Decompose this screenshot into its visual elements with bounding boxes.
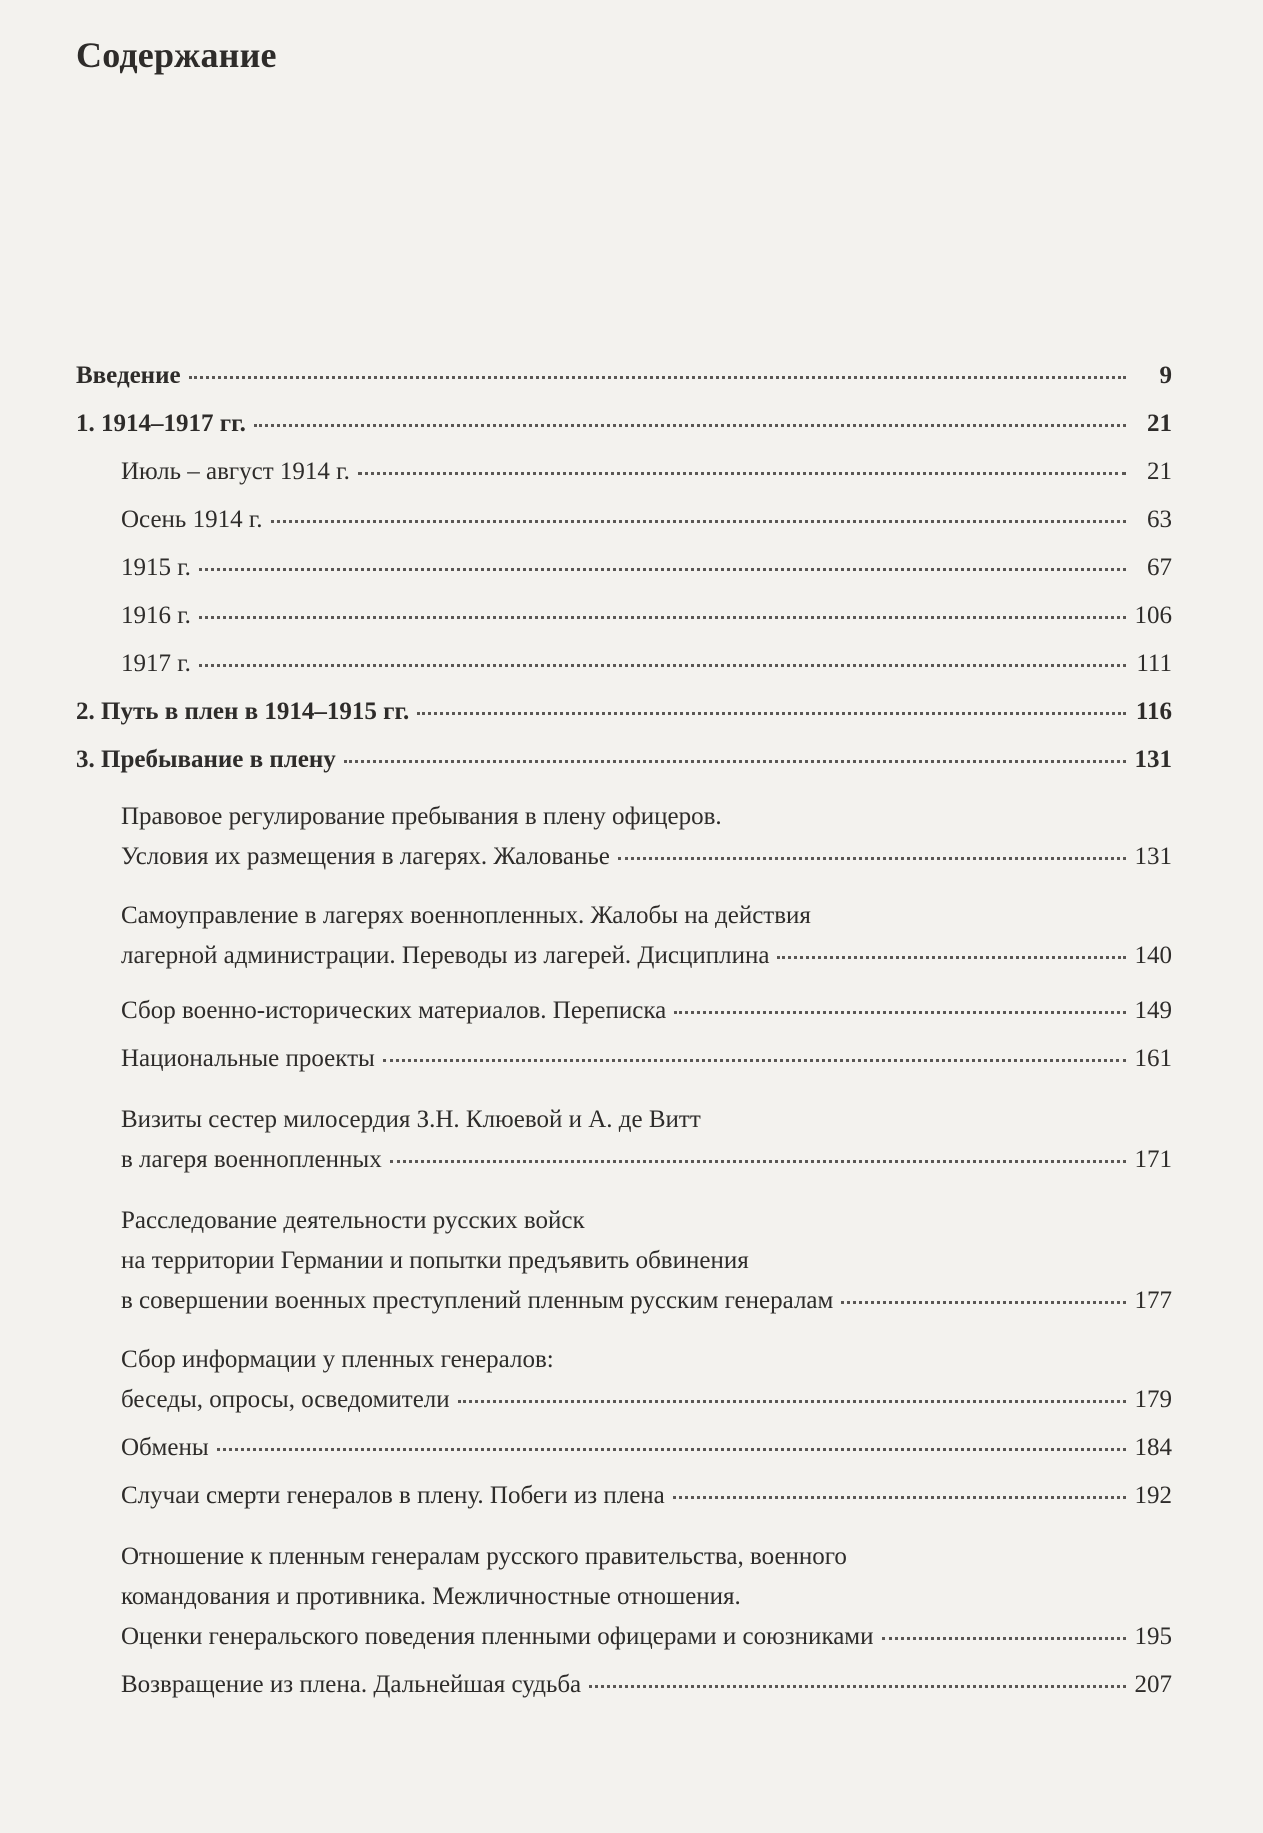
toc-entry-last-line [76,692,1172,732]
dot-leader [417,692,1126,715]
toc-page-number: 131 [1134,843,1172,870]
table-of-contents [76,356,1172,1705]
toc-entry-last-line [76,740,1172,780]
toc-entry [76,692,1172,732]
toc-page-number: 131 [1134,746,1172,773]
toc-page-number: 179 [1134,1386,1172,1413]
toc-entry-title-line: Осень 1914 г. [121,506,263,533]
toc-entry [76,1100,1172,1180]
toc-entry-last-line [121,837,1172,877]
toc-page-number: 195 [1134,1623,1172,1650]
toc-entry-title-line: 3. Пребывание в плену [76,746,336,773]
toc-entry-title-line: Сбор военно-исторических материалов. Переписка [121,997,667,1024]
toc-entry-last-line [121,1476,1172,1516]
toc-entry-title-line: командования и противника. Межличностные отношения. [121,1583,741,1610]
toc-page-number: 177 [1134,1287,1172,1314]
toc-entry-title-line: лагерной администрации. Переводы из лагерей. Дисциплина [121,942,770,969]
toc-entry-title-line: Правовое регулирование пребывания в плену офицеров. [121,803,722,830]
toc-entry-last-line [121,548,1172,588]
toc-page-number: 184 [1134,1434,1172,1461]
toc-entry-title-line: 2. Путь в плен в 1914–1915 гг. [76,698,410,725]
toc-page-number: 21 [1147,458,1172,485]
toc-entry [76,1201,1172,1321]
dot-leader [217,1428,1126,1451]
toc-page-number: 149 [1134,997,1172,1024]
toc-entry-title-line: беседы, опросы, осведомители [121,1386,450,1413]
toc-entry-title-line: 1. 1914–1917 гг. [76,410,246,437]
toc-entry [76,896,1172,976]
toc-page-number: 192 [1134,1482,1172,1509]
toc-entry-last-line [121,500,1172,540]
toc-entry [76,1340,1172,1420]
dot-leader [383,1039,1126,1062]
toc-page-number: 161 [1134,1045,1172,1072]
dot-leader [199,548,1126,571]
toc-page-number: 63 [1147,506,1172,533]
page-title: Содержание [76,35,277,75]
toc-page-number: 106 [1134,602,1172,629]
toc-page-number: 140 [1134,942,1172,969]
dot-leader [271,500,1126,523]
toc-entry-last-line [121,1665,1172,1705]
toc-entry [76,1665,1172,1705]
toc-entry-title-line: Оценки генеральского поведения пленными офицерами и союзниками [121,1623,874,1650]
dot-leader [199,644,1126,667]
toc-entry-last-line [121,452,1172,492]
toc-entry-title-line: Сбор информации у пленных генералов: [121,1346,554,1373]
toc-entry [76,644,1172,684]
toc-entry-last-line [121,1428,1172,1468]
toc-entry [76,797,1172,877]
toc-entry-title-line: Отношение к пленным генералам русского правительства, военного [121,1543,847,1570]
toc-entry-last-line [121,936,1172,976]
toc-page-number: 111 [1136,650,1172,677]
toc-entry-title-line: Введение [76,362,181,389]
dot-leader [841,1281,1126,1304]
toc-entry-title-line: Расследование деятельности русских войск [121,1207,585,1234]
toc-entry-last-line [76,404,1172,444]
toc-entry [76,1476,1172,1516]
toc-entry-last-line [121,1380,1172,1420]
toc-entry-title-line: Возвращение из плена. Дальнейшая судьба [121,1671,582,1698]
toc-page-number: 67 [1147,554,1172,581]
toc-entry-title-line: в совершении военных преступлений пленным русским генералам [121,1287,834,1314]
toc-entry [76,500,1172,540]
toc-entry [76,1039,1172,1079]
toc-entry-last-line [121,991,1172,1031]
toc-entry-title-line: Случаи смерти генералов в плену. Побеги из плена [121,1482,665,1509]
toc-entry [76,404,1172,444]
dot-leader [358,452,1126,475]
toc-entry [76,548,1172,588]
toc-entry-title-line: 1915 г. [121,554,191,581]
toc-page-number: 207 [1134,1671,1172,1698]
dot-leader [882,1617,1126,1640]
toc-entry [76,356,1172,396]
toc-entry-title-line: в лагеря военнопленных [121,1146,382,1173]
dot-leader [777,936,1126,959]
toc-page-number: 9 [1159,362,1172,389]
dot-leader [254,404,1126,427]
toc-page-number: 21 [1147,410,1172,437]
dot-leader [199,596,1126,619]
toc-entry-title-line: 1916 г. [121,602,191,629]
toc-entry-last-line [76,356,1172,396]
toc-entry [76,991,1172,1031]
toc-page-number: 171 [1134,1146,1172,1173]
toc-entry-title-line: Условия их размещения в лагерях. Жалованье [121,843,610,870]
toc-entry-last-line [121,644,1172,684]
toc-entry-title-line: Визиты сестер милосердия З.Н. Клюевой и А. де Витт [121,1106,701,1133]
dot-leader [458,1380,1126,1403]
toc-entry-last-line [121,1039,1172,1079]
dot-leader [344,740,1126,763]
toc-entry-last-line [121,1140,1172,1180]
dot-leader [673,1476,1126,1499]
dot-leader [674,991,1126,1014]
toc-entry [76,452,1172,492]
toc-page-number: 116 [1135,698,1172,725]
toc-entry [76,596,1172,636]
dot-leader [390,1140,1126,1163]
toc-entry-title-line: 1917 г. [121,650,191,677]
toc-entry [76,740,1172,780]
toc-entry-title-line: Национальные проекты [121,1045,375,1072]
toc-entry-title-line: на территории Германии и попытки предъявить обвинения [121,1247,749,1274]
dot-leader [618,837,1126,860]
dot-leader [589,1665,1126,1688]
toc-entry [76,1537,1172,1657]
toc-entry-last-line [121,596,1172,636]
toc-entry-title-line: Обмены [121,1434,209,1461]
toc-entry-title-line: Самоуправление в лагерях военнопленных. Жалобы на действия [121,902,811,929]
toc-entry-title-line: Июль – август 1914 г. [121,458,350,485]
dot-leader [189,356,1126,379]
toc-entry [76,1428,1172,1468]
toc-entry-last-line [121,1281,1172,1321]
toc-entry-last-line [121,1617,1172,1657]
